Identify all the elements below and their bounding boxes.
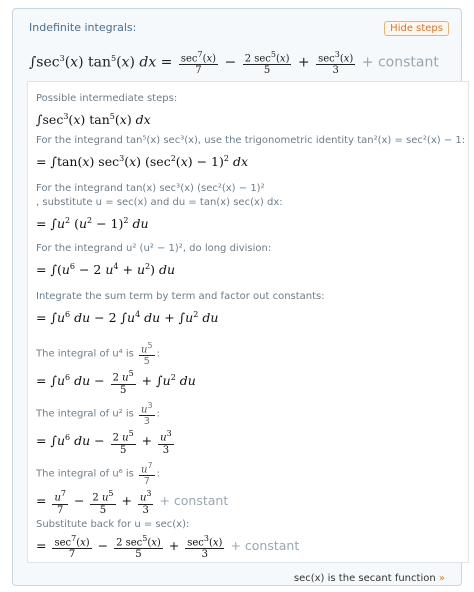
step-caption: Integrate the sum term by term and factor out constants: [36,291,325,302]
pod-frame [12,8,466,586]
step-caption: For the integrand tan(x) sec³(x) (sec²(x) − 1)² [36,183,265,194]
step-math: = $\int u^6$ du − 2 $\int u^4$ du + $\int u^2$ du [36,310,219,326]
step-math: = ∫tan(x) $\sec^3(x) (\sec^2(x) - 1)^2$ dx [36,154,249,170]
step-math: = $\frac{u^7}{7}$ − $\frac{2 u^5}{5}$ + $\frac{u^3}{3}$ + constant [36,489,229,516]
step-math: $\int\sec^3(x)$ $\tan^5(x)$ dx [36,112,151,128]
footer-func: sec(x) [293,573,325,584]
step-caption: , substitute u = sec(x) and du = tan(x) sec(x) dx: [36,197,283,208]
step-caption: Substitute back for u = sec(x): [36,519,190,530]
footer-text: is the secant function [327,573,436,584]
result-formula: $\int\sec^3(x)$ $\tan^5(x)$ dx = $\frac{\sec^7(x)}{7}$ − $\frac{2 \sec^5(x)}{5}$ + $\frac{\sec^3(x)}{3}$ + constant [29,50,439,77]
hide-steps-button[interactable]: Hide steps [384,21,449,36]
step-math: = $\int u^6$ du − $\frac{2 u^5}{5}$ + $\int u^2$ du [36,369,196,396]
footer-note[interactable] [294,573,445,584]
pod-title: Indefinite integrals: [29,21,137,34]
step-math: = $\frac{\sec^7(x)}{7}$ − $\frac{2 \sec^5(x)}{5}$ + $\frac{\sec^3(x)}{3}$ + constant [36,534,300,561]
step-math: = $\int u^2$ $(u^2 - 1)^2$ du [36,216,149,232]
step-caption: Possible intermediate steps: [36,93,178,104]
more-arrow-icon[interactable]: » [438,573,445,584]
result-constant: + constant [361,54,439,71]
step-math: = $\int(u^6 - 2$ $u^4 + u^2$) du [36,262,176,278]
step-caption: For the integrand u² (u² − 1)², do long division: [36,243,272,254]
step-caption: For the integrand tan⁵(x) sec³(x), use the trigonometric identity tan²(x) = sec²(x) − 1: [36,135,466,146]
step-caption: The integral of u⁴ is $\frac{u^5}{5}$ : [36,341,160,368]
step-math: = $\int u^6$ du − $\frac{2 u^5}{5}$ + $\frac{u^3}{3}$ [36,429,172,456]
step-caption: The integral of u⁶ is $\frac{u^7}{7}$ : [36,461,160,488]
step-caption: The integral of u² is $\frac{u^3}{3}$ : [36,401,160,428]
steps-panel [27,81,469,563]
